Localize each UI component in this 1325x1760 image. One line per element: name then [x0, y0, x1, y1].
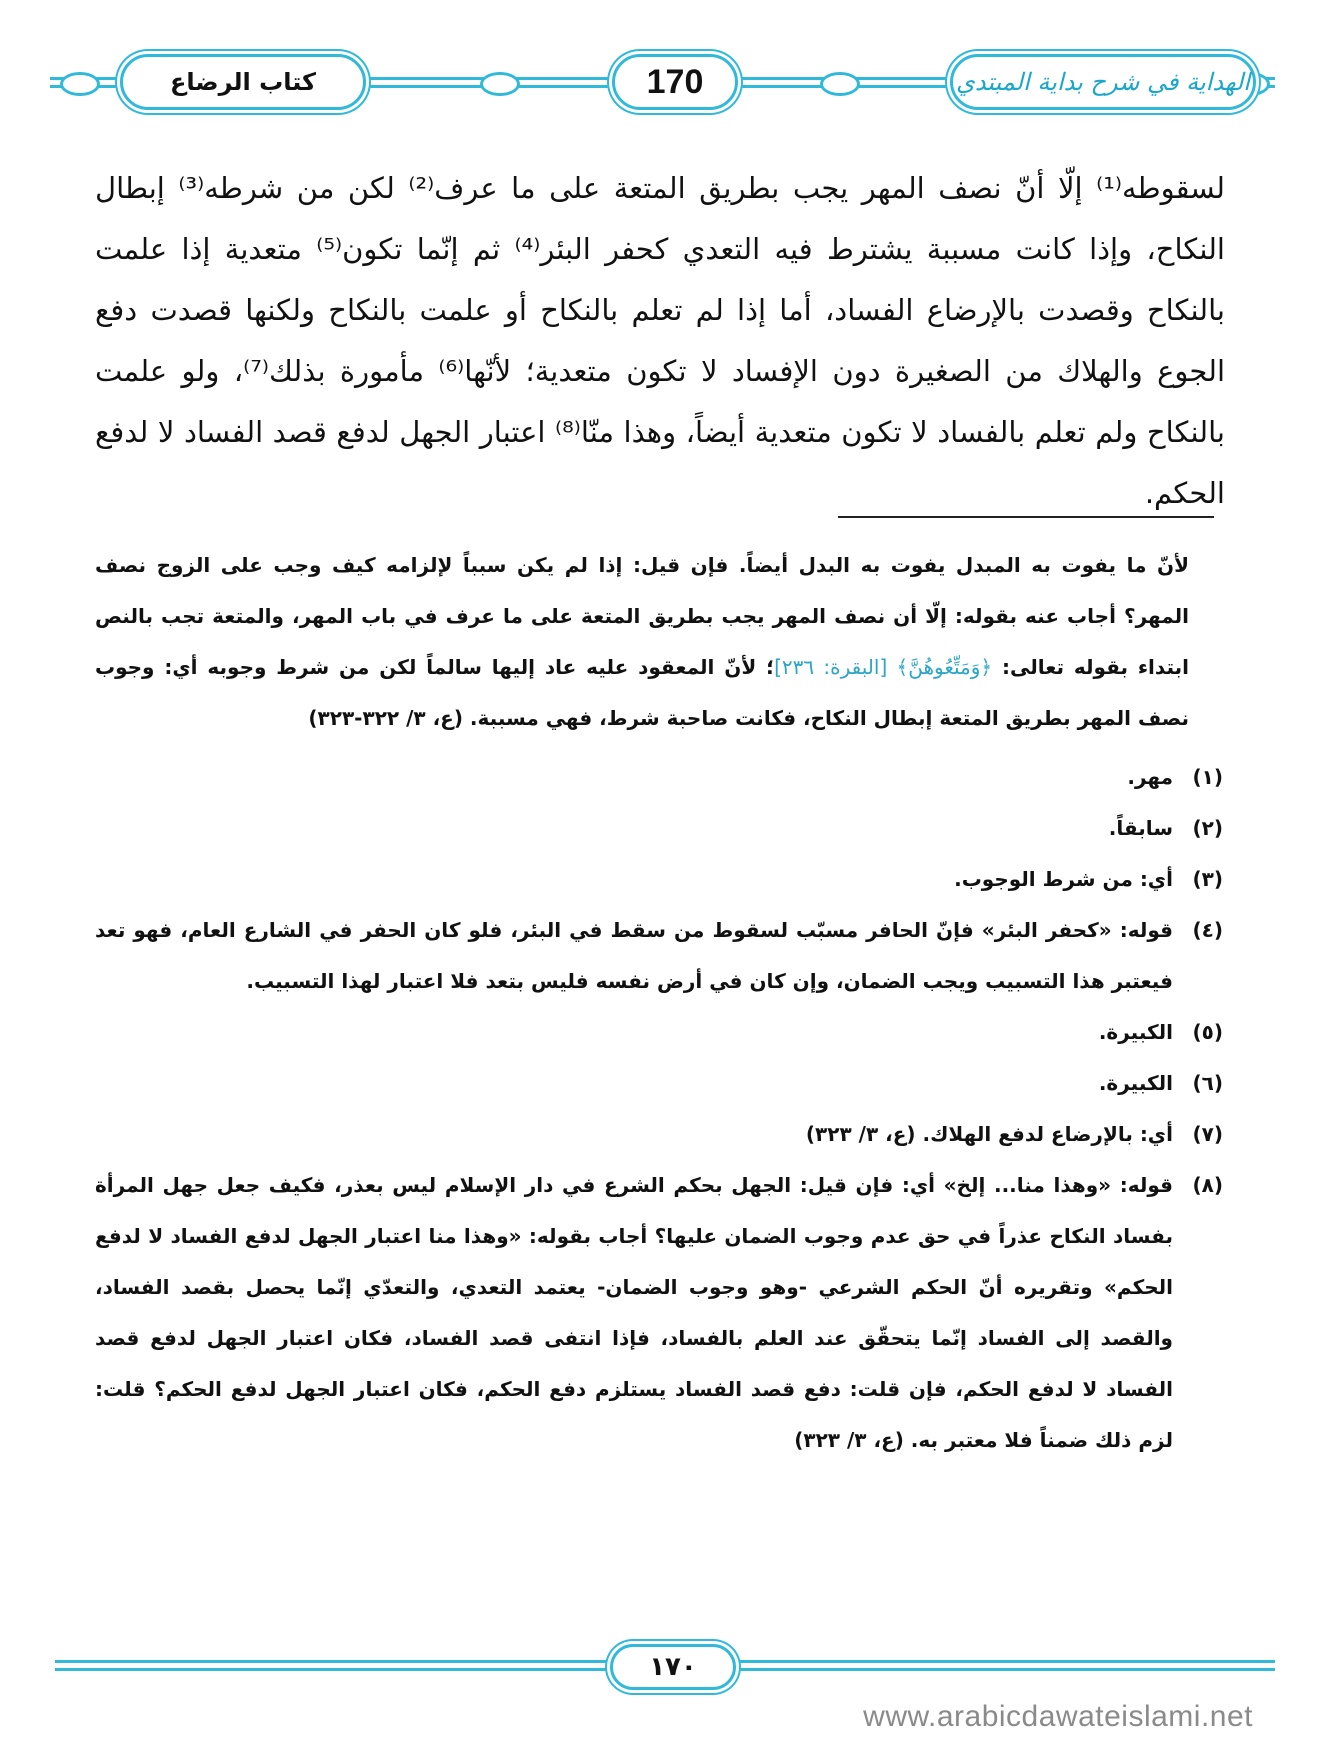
footnote-number: (٥) — [1192, 1020, 1223, 1044]
footnote-text: سابقاً. — [1108, 816, 1173, 840]
footnote-body: أي: فإن قيل: الجهل بحكم الشرع في دار الإسلام ليس بعذر، فكيف جعل جهل المرأة بفساد النكاح عذراً في حق عدم وجوب الضمان عليها؟ أجاب بقوله: «وهذا منا اعتبار الجهل لدفع الفساد لا لدفع الحكم» وتقريره أنّ الحكم الشرعي -وهو وجوب الضمان- يعتمد التعدي، والتعدّي إنّما يحصل بقصد الفساد، والقصد إلى الفساد إنّما يتحقّق عند العلم بالفساد، فإذا انتفى قصد الفساد، فكان اعتبار الجهل لدفع قصد الفساد لا لدفع الحكم، فإن قلت: دفع قصد الفساد يستلزم دفع الحكم، فكان اعتبار الجهل لدفع الحكم؟ قلت: لزم ذلك ضمناً فلا معتبر به. (ع، ٣/ ٣٢٣) — [95, 1173, 1173, 1452]
footnote-item — [95, 1160, 1223, 1466]
footnote-number: (٦) — [1192, 1071, 1223, 1095]
footnote-text — [95, 905, 1173, 1007]
footnote-text: أي: بالإرضاع لدفع الهلاك. (ع، ٣/ ٣٢٣) — [805, 1122, 1173, 1146]
page-footer — [55, 1640, 1275, 1692]
footnote-lead — [95, 540, 1189, 744]
footnote-item — [95, 1058, 1223, 1109]
footnote-item — [95, 905, 1223, 1007]
footnote-text — [95, 1160, 1173, 1466]
page-header — [50, 50, 1275, 112]
footnote-item — [95, 752, 1223, 803]
ornament-icon — [820, 72, 860, 96]
footnote-text: الكبيرة. — [1098, 1020, 1173, 1044]
footnote-lead-phrase: قوله: «وهذا منا... إلخ» — [943, 1173, 1173, 1197]
book-title-badge — [950, 54, 1256, 110]
footnote-separator — [838, 516, 1214, 518]
footer-page-number: ١٧٠ — [649, 1652, 697, 1682]
footnote-text: الكبيرة. — [1098, 1071, 1173, 1095]
ornament-icon — [60, 72, 100, 96]
footnote-item — [95, 1109, 1223, 1160]
website-url: www.arabicdawateislami.net — [863, 1700, 1253, 1733]
footnote-number: (٤) — [1192, 918, 1223, 942]
footnote-lead-phrase: قوله: «كحفر البئر» — [981, 918, 1174, 942]
main-text-block — [95, 158, 1225, 524]
page-number-badge — [612, 54, 738, 110]
ornament-icon — [480, 72, 520, 96]
footnote-number: (٣) — [1192, 867, 1223, 891]
footnotes — [95, 540, 1223, 1466]
quran-verse: ﴿وَمَتِّعُوهُنَّ﴾ [البقرة: ٢٣٦] — [774, 655, 993, 679]
chapter-badge — [120, 54, 366, 110]
footnote-item — [95, 803, 1223, 854]
footnote-text: أي: من شرط الوجوب. — [954, 867, 1173, 891]
footnote-item — [95, 1007, 1223, 1058]
footnote-number: (١) — [1192, 765, 1223, 789]
footnote-number: (٧) — [1192, 1122, 1223, 1146]
page-number: 170 — [646, 62, 704, 101]
main-paragraph: لسقوطه⁽¹⁾ إلّا أنّ نصف المهر يجب بطريق المتعة على ما عرف⁽²⁾ لكن من شرطه⁽³⁾ إبطال النكاح، وإذا كانت مسببة يشترط فيه التعدي كحفر البئر⁽⁴⁾ ثم إنّما تكون⁽⁵⁾ متعدية إذا علمت بالنكاح وقصدت بالإرضاع الفساد، أما إذا لم تعلم بالنكاح أو علمت بالنكاح ولكنها قصدت دفع الجوع والهلاك من الصغيرة دون الإفساد لا تكون متعدية؛ لأنّها⁽⁶⁾ مأمورة بذلك⁽⁷⁾، ولو علمت بالنكاح ولم تعلم بالفساد لا تكون متعدية أيضاً، وهذا منّا⁽⁸⁾ اعتبار الجهل لدفع قصد الفساد لا لدفع الحكم. — [95, 171, 1226, 510]
footnote-text: مهر. — [1127, 765, 1173, 789]
footnote-number: (٨) — [1192, 1173, 1223, 1197]
book-title: الهداية في شرح بداية المبتدي — [956, 68, 1250, 96]
footnote-number: (٢) — [1192, 816, 1223, 840]
footnote-lead-text: لأنّ ما يفوت به المبدل يفوت به البدل أيضاً. فإن قيل: إذا لم يكن سبباً لإلزامه كيف وجب على الزوج نصف المهر؟ أجاب عنه بقوله: إلّا أن نصف المهر يجب بطريق المتعة على ما عرف في باب المهر، والمتعة تجب بالنص ابتداء بقوله تعالى: — [95, 553, 1189, 679]
footnote-lead-text: ؛ لأنّ المعقود عليه عاد إليها سالماً لكن من شرط وجوبه أي: وجوب نصف المهر بطريق المتعة إبطال النكاح، فكانت صاحبة شرط، فهي مسببة. (ع، ٣/ ٣٢٢-٣٢٣) — [95, 655, 1189, 730]
footnote-list — [95, 752, 1223, 1466]
chapter-title: كتاب الرضاع — [169, 68, 316, 96]
footnote-body: فإنّ الحافر مسبّب لسقوط من سقط في البئر، فلو كان الحفر في الشارع العام، فهو تعد فيعتبر هذا التسبيب ويجب الضمان، وإن كان في أرض نفسه فليس بتعد فلا اعتبار لهذا التسبيب. — [95, 918, 1173, 993]
footnote-item — [95, 854, 1223, 905]
footer-page-badge — [610, 1644, 736, 1690]
